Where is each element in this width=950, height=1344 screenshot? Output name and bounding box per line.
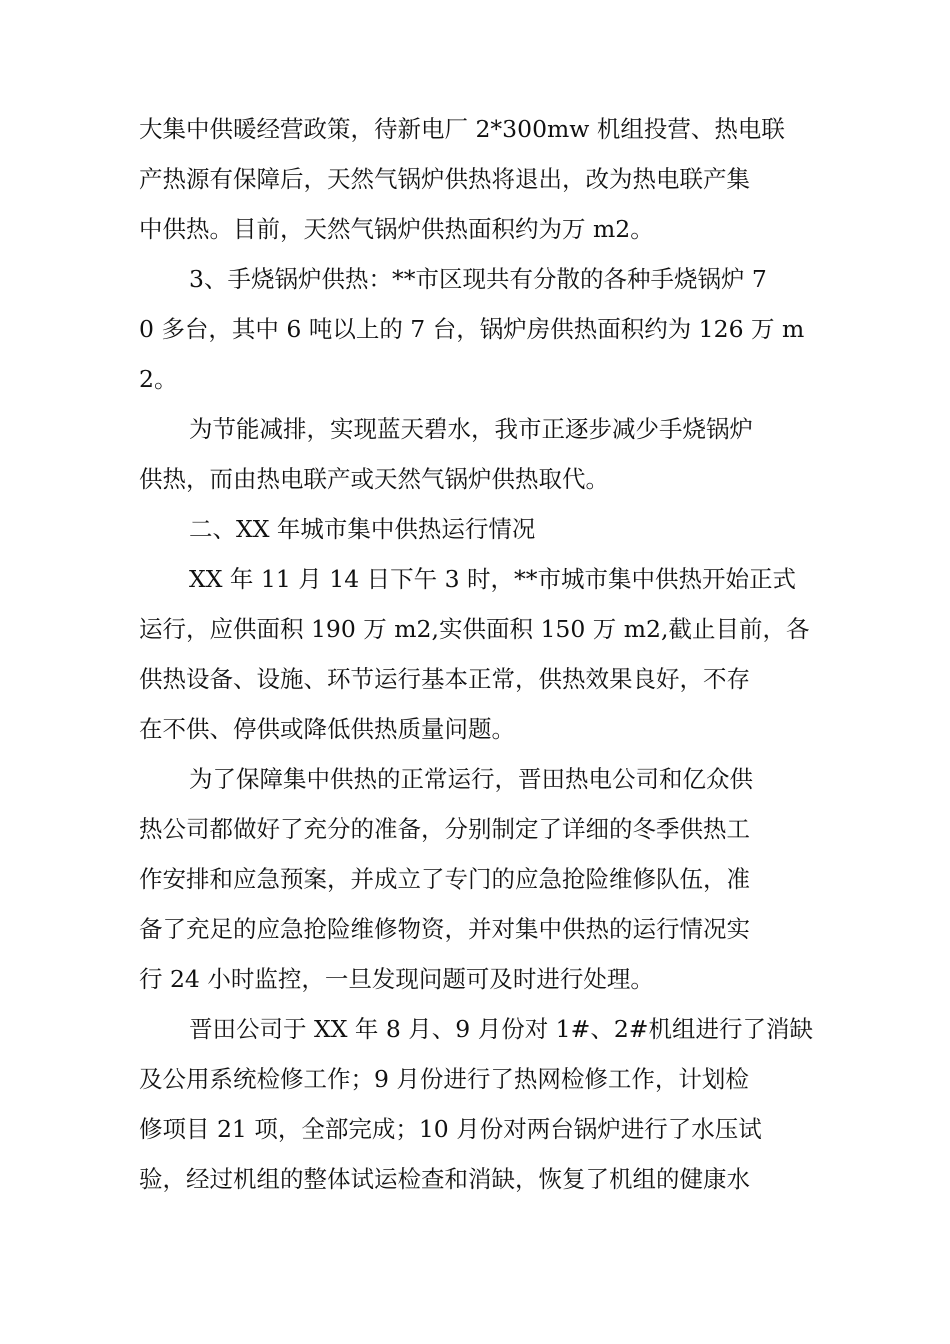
text-line: 2。: [139, 365, 178, 393]
text-line: 产热源有保障后，天然气锅炉供热将退出，改为热电联产集: [139, 165, 750, 193]
text-line: 3、手烧锅炉供热：**市区现共有分散的各种手烧锅炉 7: [189, 265, 767, 293]
text-line: 及公用系统检修工作；9 月份进行了热网检修工作，计划检: [139, 1065, 749, 1093]
text-line: 运行，应供面积 190 万 m2,实供面积 150 万 m2,截止目前，各: [139, 615, 810, 643]
text-line: 供热，而由热电联产或天然气锅炉供热取代。: [139, 465, 609, 493]
text-line: 行 24 小时监控，一旦发现问题可及时进行处理。: [139, 965, 654, 993]
text-line: 为了保障集中供热的正常运行，晋田热电公司和亿众供: [189, 765, 753, 793]
text-line: 晋田公司于 XX 年 8 月、9 月份对 1#、2#机组进行了消缺: [189, 1015, 813, 1043]
text-line: 中供热。目前，天然气锅炉供热面积约为万 m2。: [139, 215, 654, 243]
text-line: XX 年 11 月 14 日下午 3 时，**市城市集中供热开始正式: [189, 565, 797, 593]
text-line: 大集中供暖经营政策，待新电厂 2*300mw 机组投营、热电联: [139, 115, 785, 143]
text-line: 供热设备、设施、环节运行基本正常，供热效果良好，不存: [139, 665, 750, 693]
text-line: 为节能减排，实现蓝天碧水，我市正逐步减少手烧锅炉: [189, 415, 753, 443]
text-line: 作安排和应急预案，并成立了专门的应急抢险维修队伍，准: [139, 865, 750, 893]
text-line: 在不供、停供或降低供热质量问题。: [139, 715, 515, 743]
text-line: 验，经过机组的整体试运检查和消缺，恢复了机组的健康水: [139, 1165, 750, 1193]
text-line: 0 多台，其中 6 吨以上的 7 台，锅炉房供热面积约为 126 万 m: [139, 315, 805, 343]
section-heading: 二、XX 年城市集中供热运行情况: [189, 515, 536, 543]
text-line: 备了充足的应急抢险维修物资，并对集中供热的运行情况实: [139, 915, 750, 943]
text-line: 修项目 21 项，全部完成；10 月份对两台锅炉进行了水压试: [139, 1115, 762, 1143]
text-line: 热公司都做好了充分的准备，分别制定了详细的冬季供热工: [139, 815, 750, 843]
